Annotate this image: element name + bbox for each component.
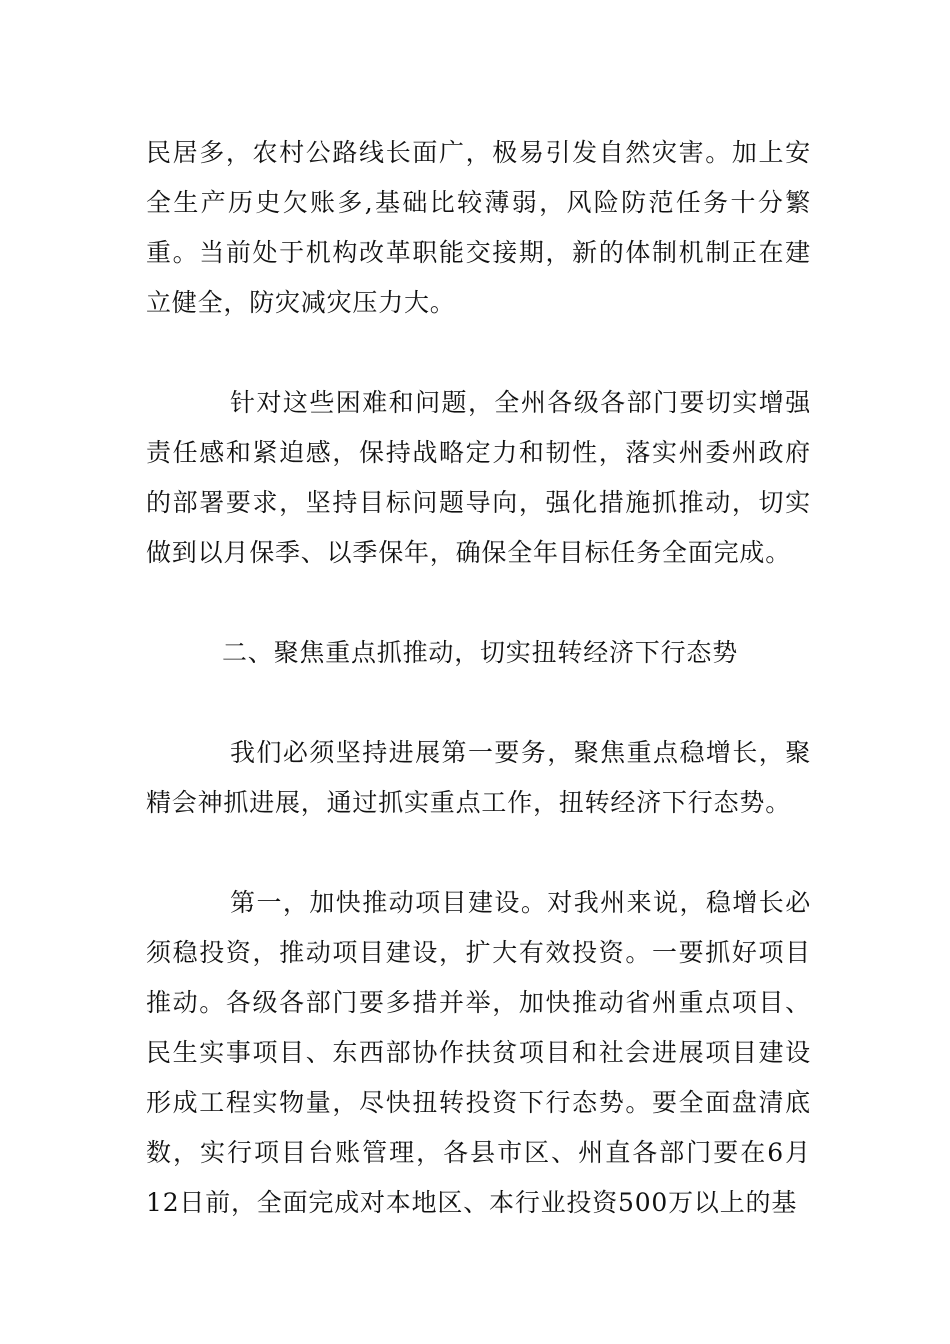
section-heading: 二、聚焦重点抓推动，切实扭转经济下行态势 [222, 638, 739, 667]
paragraph-requirements: 针对这些困难和问题，全州各级各部门要切实增强责任感和紧迫感，保持战略定力和韧性，落实州委州政府的部署要求，坚持目标问题导向，强化措施抓推动，切实做到以月保季、以季保年，确保全年目标任务全面完成。 [146, 388, 811, 567]
paragraph-continuation: 民居多，农村公路线长面广，极易引发自然灾害。加上安全生产历史欠账多,基础比较薄弱，风险防范任务十分繁重。当前处于机构改革职能交接期，新的体制机制正在建立健全，防灾减灾压力大。 [146, 138, 811, 317]
paragraph-intro: 我们必须坚持进展第一要务，聚焦重点稳增长，聚精会神抓进展，通过抓实重点工作，扭转经济下行态势。 [146, 738, 811, 817]
paragraph-project-construction: 第一，加快推动项目建设。对我州来说，稳增长必须稳投资，推动项目建设，扩大有效投资。一要抓好项目推动。各级各部门要多措并举，加快推动省州重点项目、民生实事项目、东西部协作扶贫项目和社会进展项目建设形成工程实物量，尽快扭转投资下行态势。要全面盘清底数，实行项目台账管理，各县市区、州直各部门要在6月12日前，全面完成对本地区、本行业投资500万以上的基 [146, 888, 811, 1217]
document-body [146, 128, 811, 1278]
